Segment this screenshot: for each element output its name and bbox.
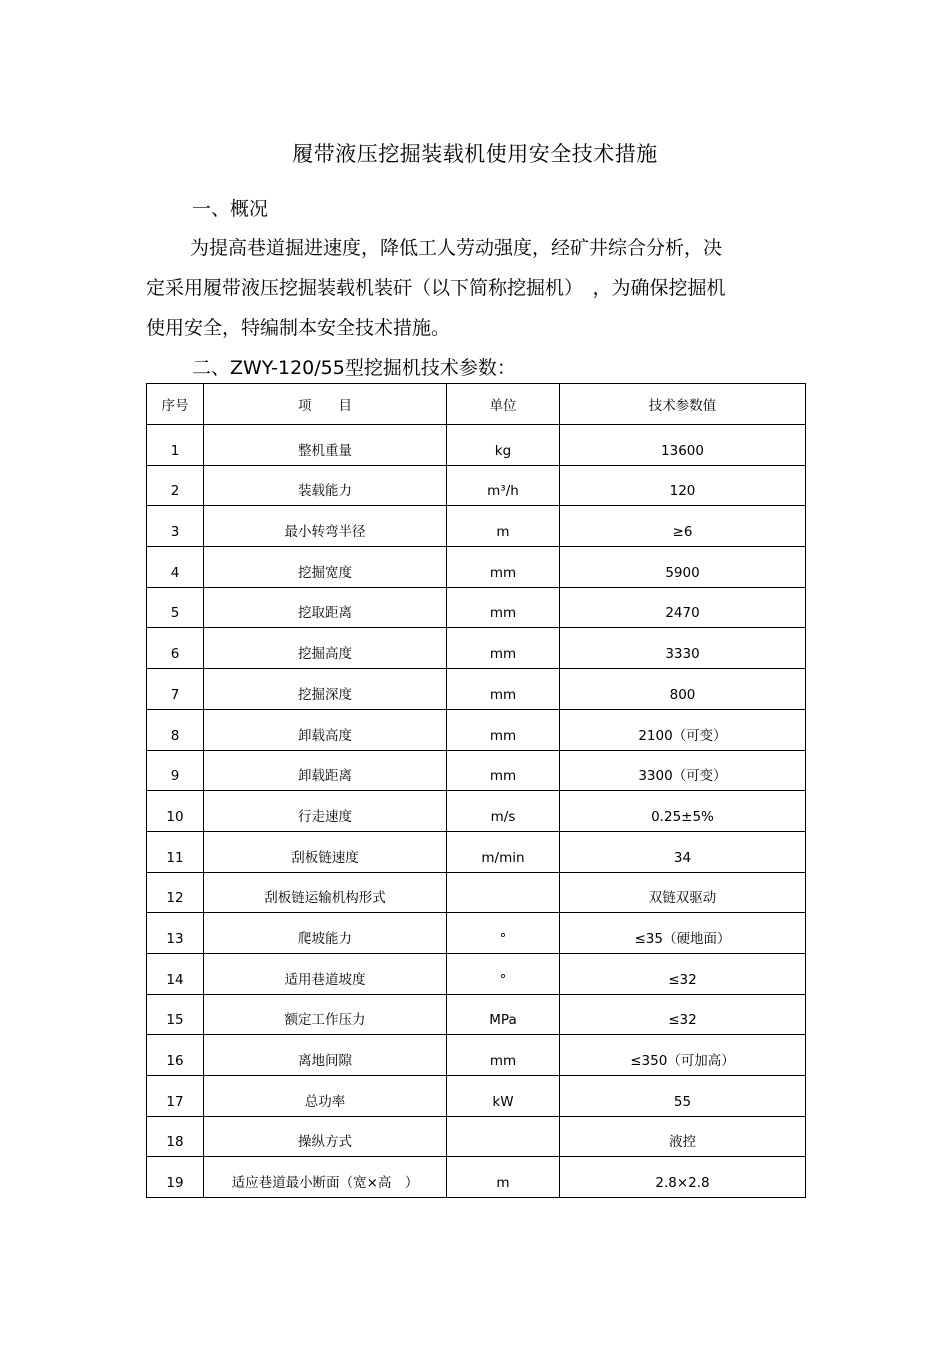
cell-item: 爬坡能力 (204, 913, 447, 954)
paragraph-line-2: 定采用履带液压挖掘装载机装矸（以下简称挖掘机） ，为确保挖掘机 (146, 277, 726, 299)
cell-item: 卸载距离 (204, 750, 447, 791)
cell-index: 10 (147, 791, 204, 832)
table-row (147, 425, 806, 466)
cell-value: 2470 (560, 587, 806, 628)
table-row (147, 1116, 806, 1157)
spec-table (146, 383, 806, 1198)
cell-item: 挖掘宽度 (204, 547, 447, 588)
cell-unit: mm (447, 750, 560, 791)
cell-unit: m (447, 506, 560, 547)
paragraph-line-3: 使用安全，特编制本安全技术措施。 (146, 317, 451, 339)
cell-value: 0.25±5% (560, 791, 806, 832)
cell-unit: ° (447, 953, 560, 994)
header-index: 序号 (147, 384, 204, 425)
cell-index: 11 (147, 831, 204, 872)
header-item: 项 目 (204, 384, 447, 425)
cell-unit (447, 872, 560, 913)
cell-item: 操纵方式 (204, 1116, 447, 1157)
table-row (147, 709, 806, 750)
cell-index: 8 (147, 709, 204, 750)
section-heading-overview: 一、概况 (192, 198, 269, 220)
cell-value: ≤350（可加高） (560, 1035, 806, 1076)
cell-index: 19 (147, 1157, 204, 1198)
cell-unit: m/min (447, 831, 560, 872)
table-row (147, 791, 806, 832)
cell-item: 挖取距离 (204, 587, 447, 628)
table-row (147, 831, 806, 872)
cell-unit: mm (447, 709, 560, 750)
cell-index: 14 (147, 953, 204, 994)
cell-index: 18 (147, 1116, 204, 1157)
section-heading-specs: 二、ZWY-120/55型挖掘机技术参数： (192, 357, 516, 379)
cell-item: 卸载高度 (204, 709, 447, 750)
cell-unit: mm (447, 669, 560, 710)
cell-item: 总功率 (204, 1076, 447, 1117)
table-row (147, 1035, 806, 1076)
cell-item: 行走速度 (204, 791, 447, 832)
cell-unit: ° (447, 913, 560, 954)
cell-item: 挖掘高度 (204, 628, 447, 669)
cell-value: 120 (560, 465, 806, 506)
cell-item: 刮板链运输机构形式 (204, 872, 447, 913)
header-unit: 单位 (447, 384, 560, 425)
cell-item: 整机重量 (204, 425, 447, 466)
cell-unit: MPa (447, 994, 560, 1035)
cell-value: 双链双驱动 (560, 872, 806, 913)
cell-item: 最小转弯半径 (204, 506, 447, 547)
cell-item: 额定工作压力 (204, 994, 447, 1035)
cell-item: 适用巷道坡度 (204, 953, 447, 994)
cell-item: 适应巷道最小断面（宽×高 ） (204, 1157, 447, 1198)
table-row (147, 465, 806, 506)
cell-unit: kg (447, 425, 560, 466)
table-row (147, 1076, 806, 1117)
cell-index: 9 (147, 750, 204, 791)
table-row (147, 669, 806, 710)
cell-unit (447, 1116, 560, 1157)
cell-index: 17 (147, 1076, 204, 1117)
table-header-row (147, 384, 806, 425)
cell-index: 3 (147, 506, 204, 547)
cell-unit: m (447, 1157, 560, 1198)
table-row (147, 547, 806, 588)
cell-value: ≤32 (560, 953, 806, 994)
table-row (147, 506, 806, 547)
cell-index: 5 (147, 587, 204, 628)
cell-unit: mm (447, 547, 560, 588)
table-row (147, 587, 806, 628)
header-value: 技术参数值 (560, 384, 806, 425)
cell-value: ≤32 (560, 994, 806, 1035)
cell-value: 2100（可变） (560, 709, 806, 750)
cell-unit: mm (447, 587, 560, 628)
cell-item: 装载能力 (204, 465, 447, 506)
table-row (147, 1157, 806, 1198)
cell-value: 3330 (560, 628, 806, 669)
cell-unit: mm (447, 1035, 560, 1076)
table-row (147, 953, 806, 994)
cell-index: 2 (147, 465, 204, 506)
table-row (147, 872, 806, 913)
cell-item: 刮板链速度 (204, 831, 447, 872)
cell-value: ≤35（硬地面） (560, 913, 806, 954)
cell-unit: m/s (447, 791, 560, 832)
cell-index: 7 (147, 669, 204, 710)
cell-value: 5900 (560, 547, 806, 588)
cell-index: 6 (147, 628, 204, 669)
cell-item: 离地间隙 (204, 1035, 447, 1076)
cell-unit: mm (447, 628, 560, 669)
cell-value: 800 (560, 669, 806, 710)
cell-value: 3300（可变） (560, 750, 806, 791)
cell-value: ≥6 (560, 506, 806, 547)
table-row (147, 750, 806, 791)
cell-item: 挖掘深度 (204, 669, 447, 710)
table-row (147, 913, 806, 954)
table-row (147, 994, 806, 1035)
cell-value: 液控 (560, 1116, 806, 1157)
cell-index: 15 (147, 994, 204, 1035)
paragraph-line-1: 为提高巷道掘进速度，降低工人劳动强度，经矿井综合分析，决 (190, 237, 723, 259)
cell-unit: kW (447, 1076, 560, 1117)
cell-value: 55 (560, 1076, 806, 1117)
document-title: 履带液压挖掘装载机使用安全技术措施 (292, 142, 658, 166)
cell-index: 1 (147, 425, 204, 466)
cell-index: 16 (147, 1035, 204, 1076)
cell-value: 13600 (560, 425, 806, 466)
cell-index: 12 (147, 872, 204, 913)
cell-value: 34 (560, 831, 806, 872)
cell-value: 2.8×2.8 (560, 1157, 806, 1198)
table-row (147, 628, 806, 669)
table-body (147, 425, 806, 1198)
cell-index: 13 (147, 913, 204, 954)
cell-index: 4 (147, 547, 204, 588)
cell-unit: m³/h (447, 465, 560, 506)
